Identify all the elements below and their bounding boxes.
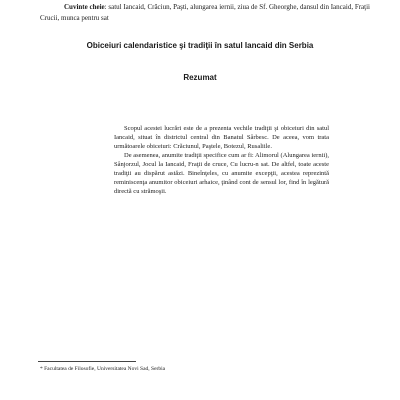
affiliation-footnote: * Facultatea de Filosofie, Universitatea Novi Sad, Serbia	[40, 366, 166, 372]
keywords-line	[40, 2, 370, 24]
abstract-heading: Rezumat	[183, 73, 217, 82]
abstract-paragraph-2: De asemenea, anumite tradiţii specifice cum ar fi: Alimorul (Alungarea iernii), Sânjorzul, Jocul la Iancaid, Fraţii de cruce, Cu lucru-n sat. De altfel, toate aceste tradiţii au dispărut astăzi. Bineînţeles, cu anumite excepţii, acestea reprezintă reminiscenţa anumitor obiceiuri arhaice, ţinând cont de sensul lor, find în legătură directă cu strămoşii.	[114, 152, 329, 195]
abstract-body	[114, 124, 329, 196]
keywords-text: : satul Iancaid, Crăciun, Paşti, alungarea iernii, ziua de Sf. Gheorghe, dansul din Iancaid, Fraţii Crucii, munca pentru sat	[40, 3, 370, 22]
keywords-label: Cuvinte cheie	[64, 3, 105, 11]
footnote-separator	[38, 361, 136, 362]
abstract-paragraph-1: Scopul acestei lucrări este de a prezenta vechile tradiţii şi obiceiuri din satul Iancaid, situat în districtul central din Banatul Sârbesc. De aceea, vom trata următoarele obiceiuri: Crăciunul, Paştele, Botezul, Rusaliile.	[114, 125, 329, 150]
paper-title: Obiceiuri calendaristice şi tradiţii în satul Iancaid din Serbia	[86, 41, 314, 50]
